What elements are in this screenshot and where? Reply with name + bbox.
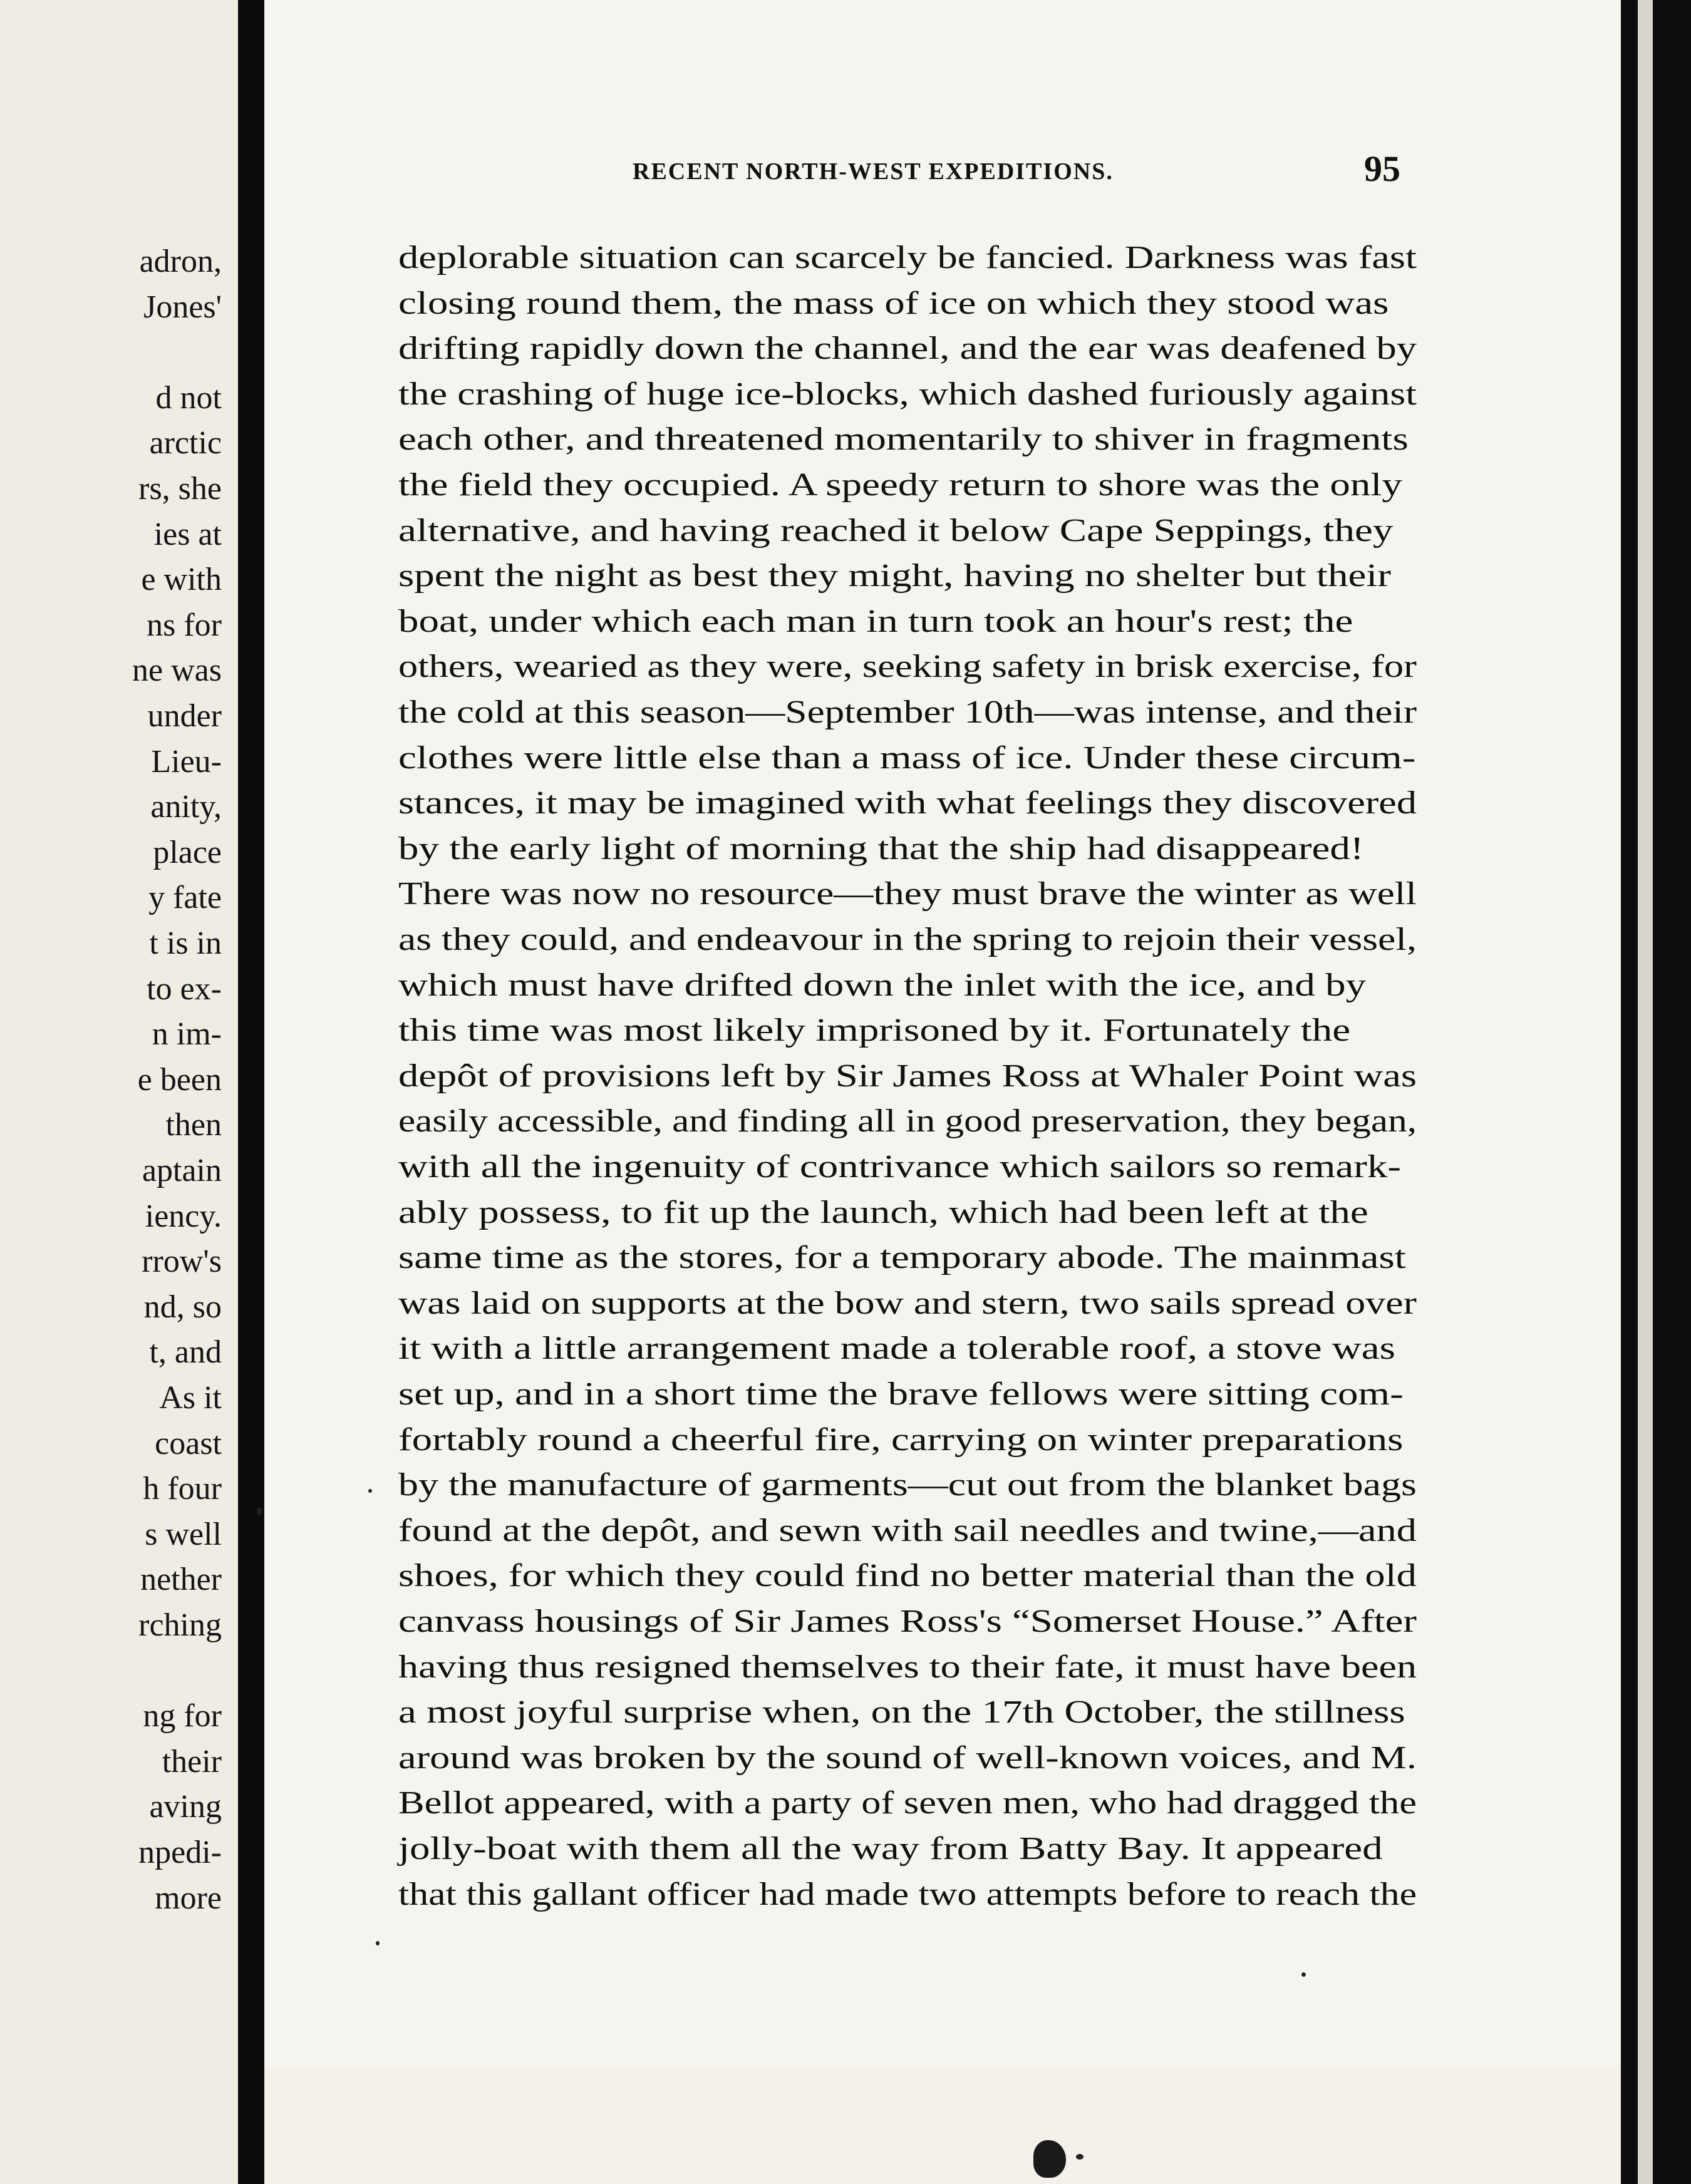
text-line: easily accessible, and finding all in good preservation, they began, [398,1103,1417,1140]
facing-text-line: arctic [149,425,222,461]
text-line: this time was most likely imprisoned by it. Fortunately the [398,1012,1351,1049]
facing-text-line: rrow's [142,1244,222,1280]
facing-text-line: under [147,698,222,734]
facing-text-line: Jones' [143,289,222,325]
page-edge-shadow [1621,0,1691,2184]
text-line: the field they occupied. A speedy return to shore was the only [398,467,1402,503]
text-line: drifting rapidly down the channel, and the ear was deafened by [398,331,1417,367]
text-line: closing round them, the mass of ice on which they stood was [398,285,1389,321]
page-edge [1638,0,1653,2184]
ink-speck [1076,2154,1083,2160]
text-line: alternative, and having reached it below Cape Seppings, they [398,512,1394,549]
facing-text-line: ns for [147,607,222,643]
book-spine-shadow [238,0,264,2184]
page-number: 95 [1364,148,1400,189]
text-line: as they could, and endeavour in the spring to rejoin their vessel, [398,922,1417,957]
text-line: deplorable situation can scarcely be fancied. Darkness was fast [398,240,1417,276]
text-line: jolly-boat with them all the way from Batty Bay. It appeared [398,1831,1383,1867]
facing-text-line: aptain [142,1153,222,1188]
text-line: the crashing of huge ice-blocks, which dashed furiously against [398,376,1417,412]
facing-text-line: h four [143,1471,222,1507]
text-line: fortably round a cheerful fire, carrying on winter preparations [398,1421,1404,1458]
text-line: found at the depôt, and sewn with sail needles and twine,—and [398,1512,1417,1548]
facing-text-line: e been [137,1061,222,1098]
text-line: it with a little arrangement made a tolerable roof, a stove was [398,1331,1395,1367]
facing-text-line: t, and [149,1334,222,1371]
text-line: by the early light of morning that the ship had disappeared! [398,830,1364,867]
text-line: around was broken by the sound of well-known voices, and M. [398,1739,1417,1776]
text-line: by the manufacture of garments—cut out from the blanket bags [398,1467,1417,1503]
facing-text-line: t is in [149,925,222,961]
text-line: shoes, for which they could find no better material than the old [398,1558,1417,1594]
text-line: that this gallant officer had made two attempts before to reach the [398,1876,1417,1912]
facing-text-line: adron, [139,244,222,279]
facing-text-line: npedi- [138,1835,222,1870]
facing-page-fragment [0,0,238,2184]
facing-text-line: s well [145,1516,222,1552]
facing-text-line: rs, she [138,471,222,507]
facing-text-line: nd, so [143,1289,222,1325]
text-line: boat, under which each man in turn took an hour's rest; the [398,603,1353,639]
facing-text-line: rching [138,1607,222,1643]
ink-speck [257,1508,262,1515]
text-line: stances, it may be imagined with what feelings they discovered [398,785,1417,822]
text-line: There was now no resource—they must brave the winter as well [398,876,1417,912]
text-line: spent the night as best they might, having no shelter but their [398,558,1392,594]
ink-speck [376,1941,380,1945]
facing-text-line: aving [149,1789,222,1825]
ink-speck [1301,1972,1306,1977]
facing-text-line: to ex- [147,971,222,1007]
text-line: having thus resigned themselves to their fate, it must have been [398,1649,1417,1685]
facing-text-line: n im- [152,1016,222,1053]
facing-text-line: d not [155,379,222,416]
text-line: each other, and threatened momentarily to shiver in fragments [398,421,1409,458]
facing-text-line: more [155,1880,222,1916]
facing-text-line: ies at [153,516,222,552]
text-line: a most joyful surprise when, on the 17th October, the stillness [398,1694,1405,1731]
running-head: RECENT NORTH-WEST EXPEDITIONS. [633,158,1114,185]
facing-text-line: iency. [145,1198,222,1234]
facing-text-line: As it [159,1380,222,1416]
text-line: with all the ingenuity of contrivance which sailors so remark- [398,1149,1402,1185]
ink-blot [1033,2140,1066,2178]
text-line: the cold at this season—September 10th—was intense, and their [398,694,1417,730]
facing-text-line: their [162,1743,222,1780]
ink-speck [368,1489,372,1493]
facing-text-line: ne was [132,652,222,689]
text-line: which must have drifted down the inlet with the ice, and by [398,967,1367,1003]
facing-text-line: then [165,1107,222,1143]
facing-text-line: Lieu- [151,743,222,780]
facing-text-line: ng for [143,1698,222,1734]
facing-text-line: nether [140,1562,222,1598]
text-line: depôt of provisions left by Sir James Ross at Whaler Point was [398,1058,1417,1094]
facing-text-line: coast [155,1425,222,1461]
text-line: set up, and in a short time the brave fellows were sitting com- [398,1376,1404,1412]
text-line: Bellot appeared, with a party of seven men, who had dragged the [398,1785,1417,1821]
text-line: was laid on supports at the bow and stern, two sails spread over [398,1285,1417,1321]
bottom-margin [264,2066,1621,2184]
facing-text-line: e with [141,562,222,598]
text-line: others, wearied as they were, seeking safety in brisk exercise, for [398,649,1417,685]
text-line: canvass housings of Sir James Ross's “Somerset House.” After [398,1604,1417,1639]
text-line: clothes were little else than a mass of ice. Under these circum- [398,739,1416,776]
facing-text-line: place [153,834,222,870]
text-line: ably possess, to fit up the launch, which had been left at the [398,1194,1368,1230]
facing-text-line: y fate [148,880,222,916]
facing-text-line: anity, [150,789,222,825]
text-line: same time as the stores, for a temporary abode. The mainmast [398,1240,1406,1276]
